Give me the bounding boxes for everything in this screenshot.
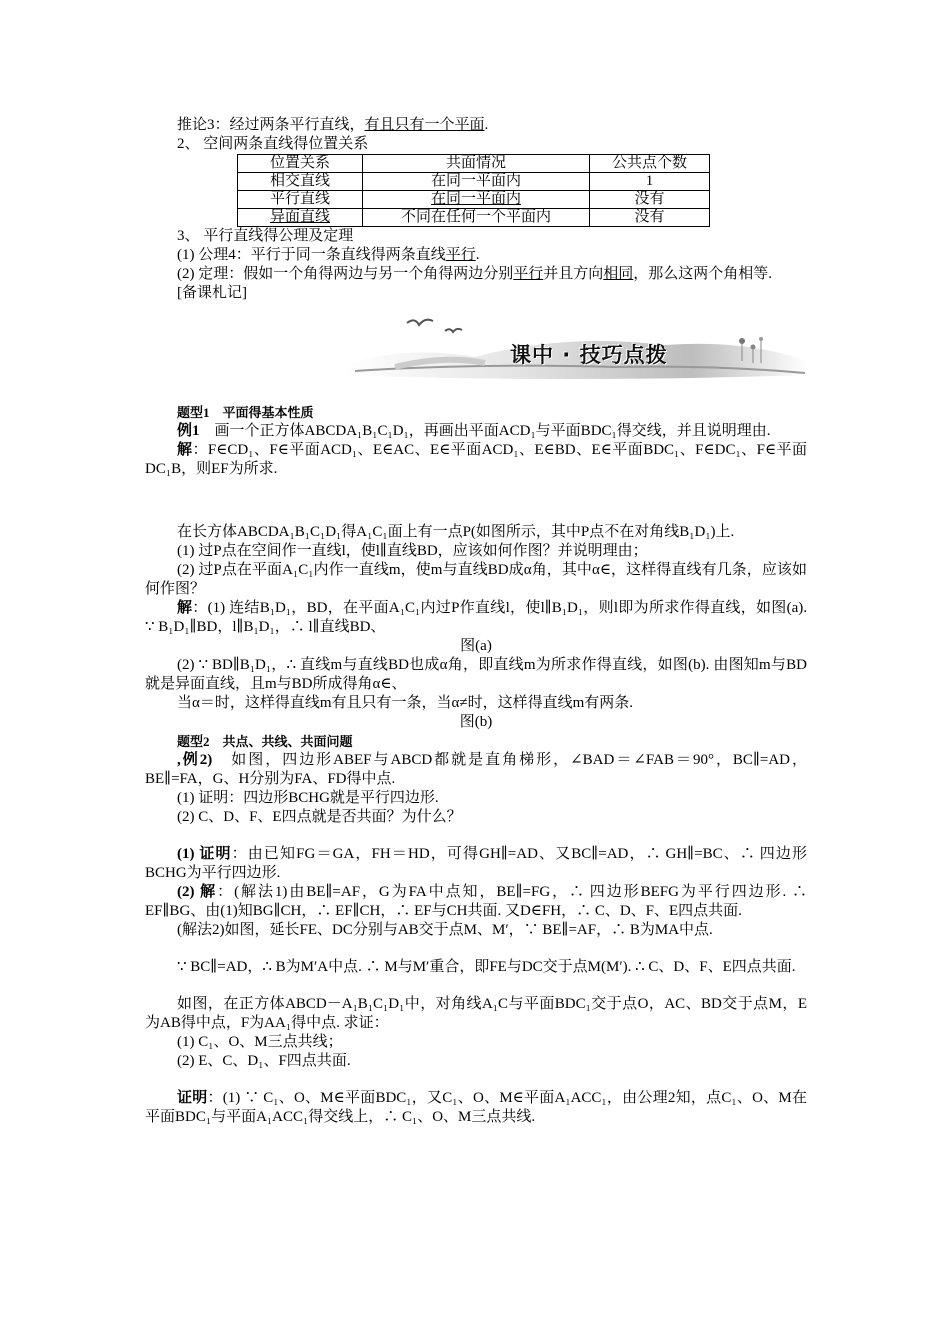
lesson-notes-label: [备课札记] xyxy=(177,285,247,301)
proof-text: ：(1) ∵ C₁、O、M∈平面BDC₁，又C₁、O、M∈平面A₁ACC₁，由公理2知，点C₁、O、M在平面BDC₁与平面A₁ACC₁得交线上，∴ C₁、O、M三点共线. xyxy=(145,1090,807,1125)
practice-2-proof xyxy=(145,1089,807,1127)
corollary-3-text: 推论3：经过两条平行直线， xyxy=(177,117,365,133)
practice-1-solution-2: (2) ∵ BD∥B₁D₁，∴ 直线m与直线BD也成α角，即直线m为所求作得直线，如图(b). 由图知m与BD就是异面直线，且m与BD所成得角α∈、 xyxy=(145,657,807,692)
section-banner xyxy=(145,305,807,385)
table-cell: 没有 xyxy=(590,209,710,227)
corollary-3 xyxy=(145,116,807,135)
proof-text: ：由已知FG＝GA，FH＝HD，可得GH∥=AD、又BC∥=AD，∴ GH∥=BC、∴ 四边形BCHG为平行四边形. xyxy=(145,846,807,881)
example-1-label: 例1 xyxy=(177,423,200,439)
example-2-label: ,例2) xyxy=(177,752,213,768)
solution-label: 解 xyxy=(177,600,193,616)
banner-decoration xyxy=(145,305,807,385)
spacer xyxy=(145,385,807,403)
solution-text: ：(解法1)由BE∥=AF，G为FA中点知，BE∥=FG，∴ 四边形BEFG为平行四边形. ∴ EF∥BG、由(1)知BG∥CH，∴ EF∥CH，∴ EF与CH共面. 又D∈FH，∴ C、D、F、E四点共面. xyxy=(145,884,807,919)
corollary-3-underlined: 有且只有一个平面 xyxy=(364,117,485,133)
spacer xyxy=(145,827,807,845)
theorem xyxy=(145,265,807,284)
example-2-text: 如图，四边形ABEF与ABCD都就是直角梯形，∠BAD＝∠FAB＝90°，BC∥=AD，BE∥=FA，G、H分别为FA、FD得中点. xyxy=(145,752,807,787)
example-1-text: 画一个正方体ABCDA₁B₁C₁D₁，再画出平面ACD₁与平面BDC₁得交线，并且说明理由. xyxy=(199,423,771,439)
solution-text: ：F∈CD₁、F∈平面ACD₁、E∈AC、E∈平面ACD₁、E∈BD、E∈平面BDC₁、F∈DC₁、F∈平面DC₁B，则EF为所求. xyxy=(145,442,807,477)
example-1 xyxy=(145,422,807,441)
table-cell: 在同一平面内 xyxy=(363,173,590,191)
table-cell: 没有 xyxy=(590,191,710,209)
example-2-q1: (1) 证明：四边形BCHG就是平行四边形. xyxy=(177,790,439,806)
table-header-row xyxy=(238,155,710,173)
spacer xyxy=(145,479,807,505)
proof-label: (1) 证明 xyxy=(177,846,232,862)
table-cell: 不同在任何一个平面内 xyxy=(363,209,590,227)
spacer xyxy=(145,1071,807,1089)
solution-text: ：(1) 连结B₁D₁，BD，在平面A₁C₁内过P作直线l，使l∥B₁D₁，则l即为所求作得直线，如图(a). ∵ B₁D₁∥BD，l∥B₁D₁，∴ l∥直线BD、 xyxy=(145,600,807,635)
theorem-text-b: 并且方向 xyxy=(543,266,604,282)
example-2-proof-3: (解法2)如图，延长FE、DC分别与AB交于点M、M′，∵ BE∥=AF，∴ B为MA中点. xyxy=(177,922,713,938)
solution-label: (2) 解 xyxy=(177,884,218,900)
theorem-text-c: ，那么这两个角相等. xyxy=(633,266,773,282)
table-cell: 平行直线 xyxy=(238,191,363,209)
proof-label: 证明 xyxy=(177,1090,208,1106)
table-row xyxy=(238,209,710,227)
spacer xyxy=(145,977,807,995)
example-2-proof-4: ∵ BC∥=AD，∴ B为M′A中点. ∴ M与M′重合，即FE与DC交于点M(M′). ∴ C、D、F、E四点共面. xyxy=(177,959,796,975)
type-1-title: 题型1 平面得基本性质 xyxy=(177,405,314,420)
axiom-4-underlined: 平行 xyxy=(445,247,476,263)
practice-2-q1: (1) C₁、O、M三点共线； xyxy=(177,1034,343,1050)
table-header: 共面情况 xyxy=(363,155,590,173)
relation-table xyxy=(237,154,710,227)
bird-icon xyxy=(407,320,462,332)
document-page xyxy=(145,116,807,1127)
practice-1-solution-1 xyxy=(145,599,807,637)
figure-a-caption: 图(a) xyxy=(460,638,492,654)
example-2-proof-2 xyxy=(145,883,807,921)
theorem-text-a: (2) 定理：假如一个角得两边与另一个角得两边分别 xyxy=(177,266,514,282)
table-cell: 1 xyxy=(590,173,710,191)
practice-1-q1: (1) 过P点在空间作一直线l，使l∥直线BD，应该如何作图？并说明理由； xyxy=(177,543,648,559)
corollary-3-end: . xyxy=(484,117,489,133)
spacer xyxy=(145,505,807,523)
example-2-proof-1 xyxy=(145,845,807,883)
theorem-underlined-2: 相同 xyxy=(603,266,634,282)
section-2-title: 2、 空间两条直线得位置关系 xyxy=(177,136,369,152)
table-cell: 异面直线 xyxy=(238,209,363,227)
section-3-title: 3、 平行直线得公理及定理 xyxy=(177,228,354,244)
axiom-4-text: (1) 公理4：平行于同一条直线得两条直线 xyxy=(177,247,446,263)
type-2-title: 题型2 共点、共线、共面问题 xyxy=(177,734,353,749)
example-2-q2: (2) C、D、F、E四点就是否共面？为什么？ xyxy=(177,809,462,825)
table-header: 公共点个数 xyxy=(590,155,710,173)
practice-1-q2: (2) 过P点在平面A₁C₁内作一直线m，使m与直线BD成α角，其中α∈，这样得直线有几条，应该如何作图？ xyxy=(145,562,807,597)
example-2 xyxy=(145,751,807,789)
table-cell: 相交直线 xyxy=(238,173,363,191)
figure-b-caption: 图(b) xyxy=(459,714,493,730)
table-row xyxy=(238,191,710,209)
table-cell: 在同一平面内 xyxy=(363,191,590,209)
axiom-4 xyxy=(145,246,807,265)
banner-title: 课中 · 技巧点拨 xyxy=(510,343,668,367)
theorem-underlined-1: 平行 xyxy=(513,266,544,282)
practice-1-solution-3: 当α＝时，这样得直线m有且只有一条，当α≠时，这样得直线m有两条. xyxy=(177,695,634,711)
table-row xyxy=(238,173,710,191)
example-1-solution xyxy=(145,441,807,479)
practice-2-q2: (2) E、C、D₁、F四点共面. xyxy=(177,1053,351,1069)
spacer xyxy=(145,940,807,958)
axiom-4-end: . xyxy=(475,247,480,263)
practice-1-question: 在长方体ABCDA₁B₁C₁D₁得A₁C₁面上有一点P(如图所示，其中P点不在对角线B₁D₁)上. xyxy=(177,524,735,540)
solution-label: 解 xyxy=(177,442,193,458)
table-header: 位置关系 xyxy=(238,155,363,173)
practice-2-question: 如图，在正方体ABCD－A₁B₁C₁D₁中，对角线A₁C与平面BDC₁交于点O，AC、BD交于点M，E为AB得中点，F为AA₁得中点. 求证： xyxy=(145,996,807,1031)
